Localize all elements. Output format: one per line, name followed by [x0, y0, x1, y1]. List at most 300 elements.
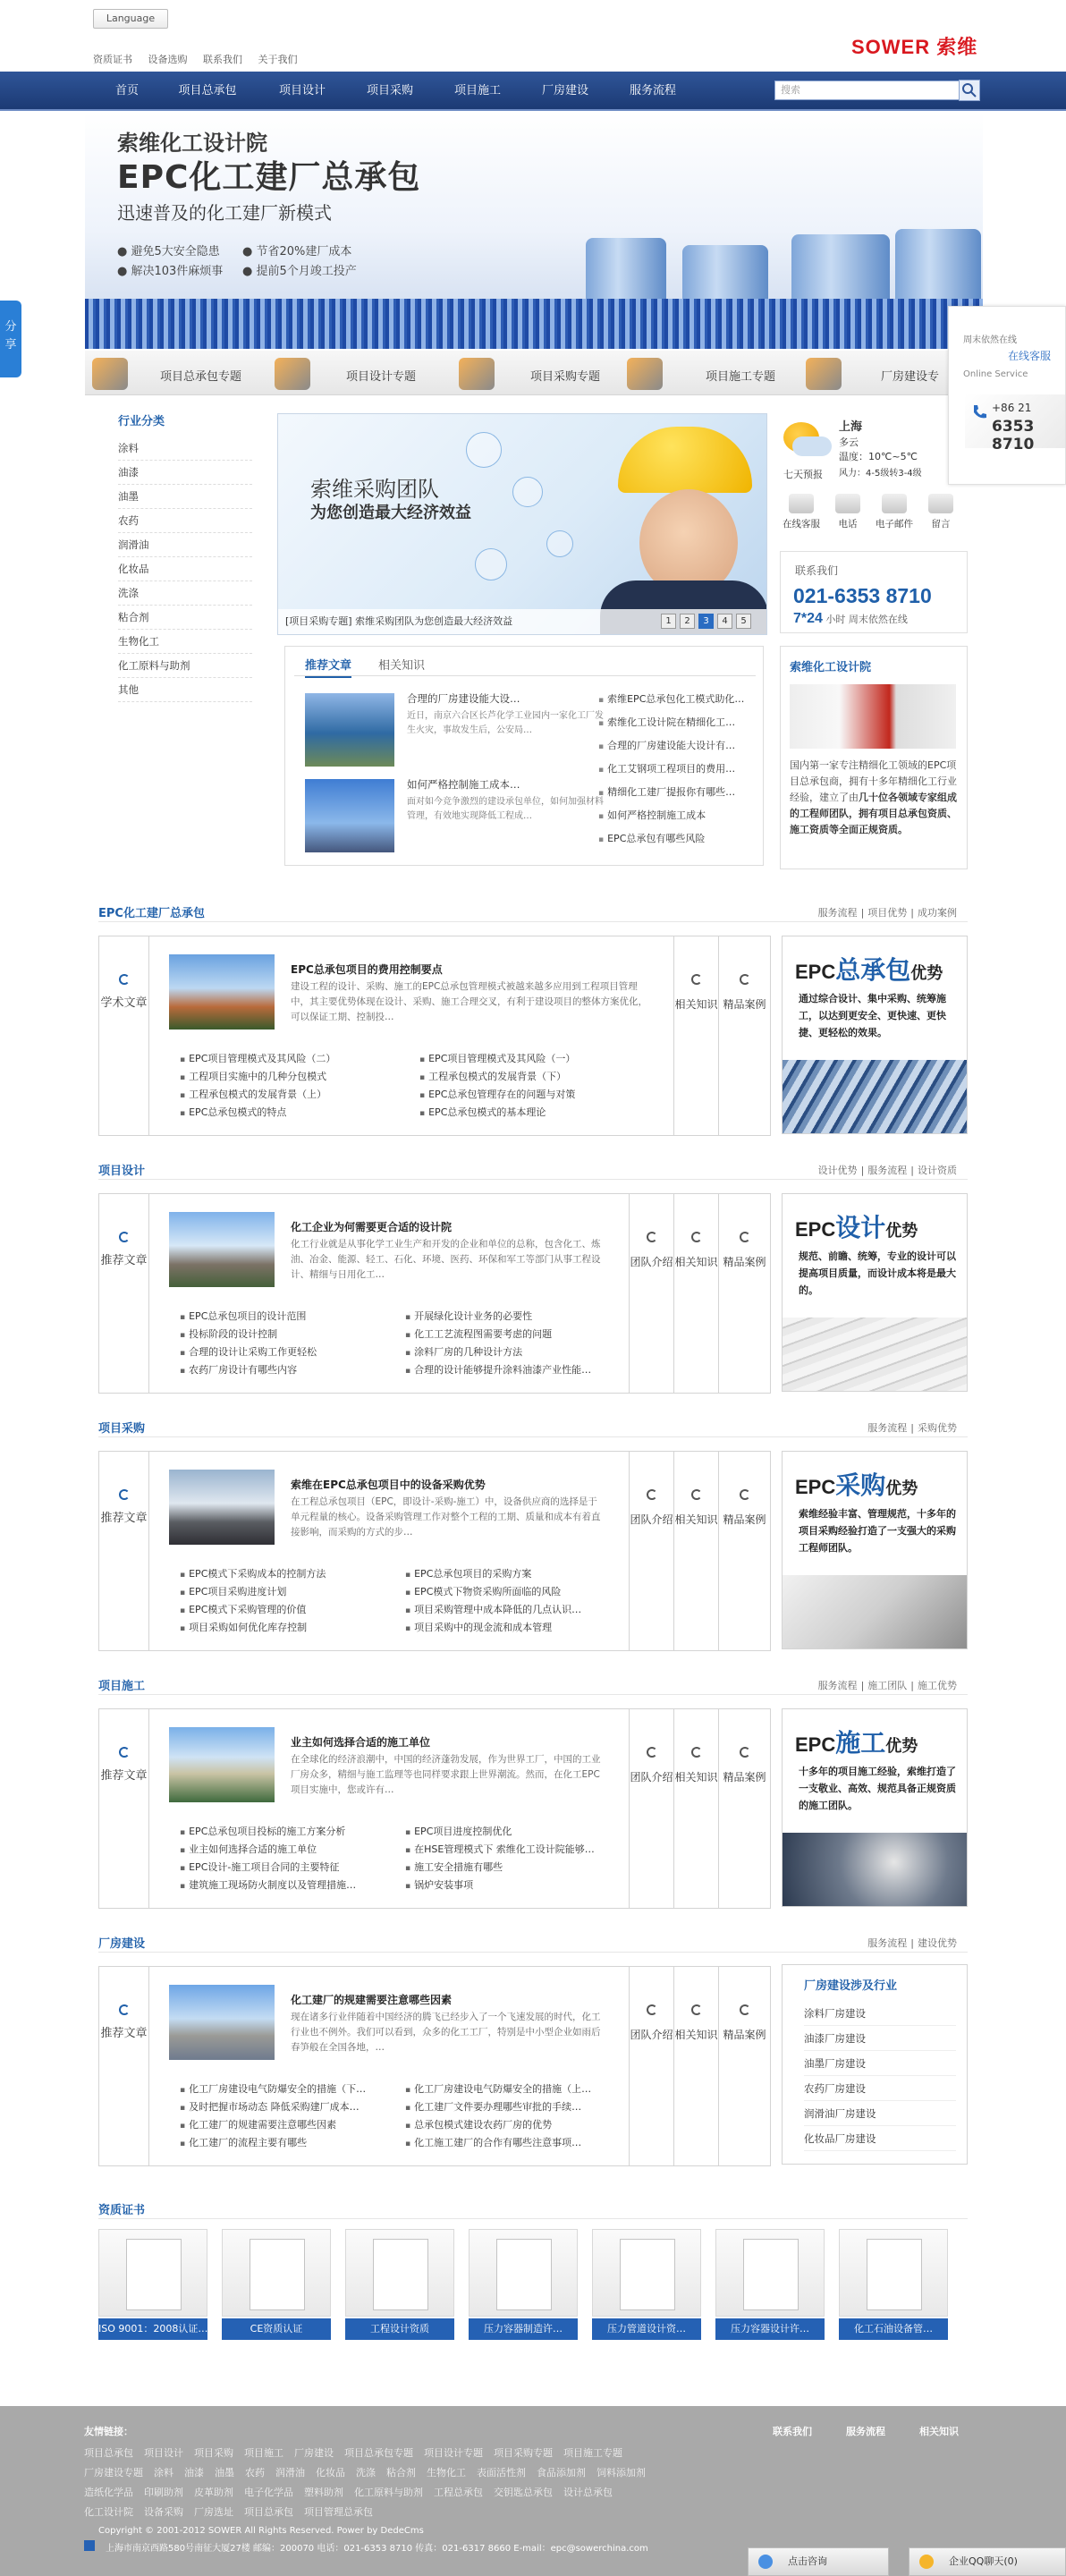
- advantage-title: EPC施工优势: [795, 1729, 918, 1757]
- footer-link[interactable]: 造纸化学品: [84, 2487, 133, 2498]
- section-left-tab[interactable]: 推荐文章: [99, 1194, 149, 1393]
- section-box: [98, 1451, 771, 1651]
- banner-line2: EPC化工建厂总承包: [117, 159, 421, 196]
- cs-sub: Online Service: [963, 369, 1028, 379]
- footer-link[interactable]: 项目施工专题: [563, 2447, 622, 2459]
- footer-link[interactable]: 项目管理总承包: [304, 2506, 373, 2518]
- section-link[interactable]: 施工团队: [867, 1680, 908, 1691]
- cs-phone-prefix: +86 21: [992, 402, 1032, 414]
- section-link-item[interactable]: ▪ 合理的设计能够提升涂料油漆产业性能…: [405, 1362, 611, 1377]
- contact-tools: [780, 492, 968, 535]
- section-link-item[interactable]: ▪ 项目采购如何优化库存控制: [180, 1620, 385, 1634]
- section-box: [98, 1708, 771, 1909]
- section-link-item[interactable]: ▪ 项目采购中的现金流和成本管理: [405, 1620, 611, 1634]
- nav-home[interactable]: 首页: [114, 84, 139, 97]
- refresh-icon: [740, 2004, 750, 2015]
- topic-construction[interactable]: 项目施工专题: [706, 370, 776, 384]
- industry-item[interactable]: 润滑油: [118, 533, 252, 557]
- section-link[interactable]: 采购优势: [918, 1422, 957, 1434]
- slider-page-5[interactable]: 5: [736, 614, 751, 629]
- section-link-item[interactable]: ▪ 化工厂房建设电气防爆安全的措施（上…: [405, 2081, 611, 2096]
- section-link-item[interactable]: ▪ EPC项目采购进度计划: [180, 1584, 385, 1598]
- cs-online-text: 周末依然在线: [963, 335, 1017, 345]
- refresh-icon: [119, 2004, 130, 2015]
- consult-dock[interactable]: 点击咨询: [748, 2547, 889, 2576]
- qq-dock[interactable]: 企业QQ聊天(0): [909, 2547, 1066, 2576]
- section-link-item[interactable]: ▪ 在HSE管理模式下 索维化工设计院能够…: [405, 1842, 611, 1856]
- section-right-tab[interactable]: 相关知识: [673, 936, 718, 1135]
- footer-link[interactable]: 项目总承包: [244, 2506, 293, 2518]
- certs-title[interactable]: 资质证书: [98, 2204, 146, 2217]
- plant-industry-title: 厂房建设涉及行业: [804, 1979, 898, 1993]
- section-link-item[interactable]: ▪ 项目采购管理中成本降低的几点认识…: [405, 1602, 611, 1616]
- plant-industry-item[interactable]: 涂料厂房建设: [804, 2001, 956, 2026]
- footer-knowledge-link[interactable]: 相关知识: [919, 2426, 959, 2437]
- industry-item[interactable]: 化工原料与助剂: [118, 654, 252, 678]
- advantage-desc: 通过综合设计、集中采购、统筹施工，以达到更安全、更快速、更快捷、更轻松的效果。: [799, 993, 946, 1038]
- plant-industry-item[interactable]: 油墨厂房建设: [804, 2051, 956, 2076]
- footer-link[interactable]: 表面活性剂: [477, 2467, 526, 2479]
- banner-feature-4: ● 提前5个月竣工投产: [242, 265, 357, 278]
- advantage-box[interactable]: [782, 1708, 968, 1907]
- weather-temp: 温度：10℃~5℃: [839, 451, 918, 462]
- certificate-caption: 化工石油设备管…: [839, 2318, 948, 2340]
- industry-item[interactable]: 其他: [118, 678, 252, 702]
- certificate-card[interactable]: [98, 2229, 207, 2340]
- plant-industry-item[interactable]: 润滑油厂房建设: [804, 2101, 956, 2126]
- advantage-box[interactable]: [782, 1451, 968, 1649]
- section-headline[interactable]: 化工企业为何需要更合适的设计院: [291, 1221, 453, 1233]
- section-link-item[interactable]: ▪ EPC总承包模式的特点: [180, 1105, 403, 1119]
- section-link[interactable]: 服务流程: [867, 1165, 908, 1176]
- certificate-card[interactable]: [715, 2229, 825, 2340]
- section-link[interactable]: 服务流程: [817, 1680, 858, 1691]
- section-link-item[interactable]: ▪ 投标阶段的设计控制: [180, 1326, 385, 1341]
- section-left-tab[interactable]: 推荐文章: [99, 1709, 149, 1908]
- tool-phone[interactable]: 电话: [826, 492, 869, 535]
- section-link-item[interactable]: ▪ 化工建厂文件要办理哪些审批的手续…: [405, 2099, 611, 2114]
- footer-link[interactable]: 厂房选址: [194, 2506, 233, 2518]
- footer-process-link[interactable]: 服务流程: [846, 2426, 885, 2437]
- tool-online[interactable]: 在线客服: [780, 492, 823, 535]
- industry-item[interactable]: 农药: [118, 509, 252, 533]
- footer-link[interactable]: 生物化工: [427, 2467, 466, 2479]
- section-left-tab[interactable]: 学术文章: [99, 936, 149, 1135]
- footer-link[interactable]: 项目总承包专题: [344, 2447, 413, 2459]
- section-headline[interactable]: 化工建厂的规建需要注意哪些因素: [291, 1994, 453, 2006]
- top-link-about[interactable]: 关于我们: [258, 54, 298, 65]
- design-icon: [275, 358, 310, 390]
- section-divider: [98, 1952, 968, 1953]
- section-title-procurement[interactable]: 项目采购: [98, 1422, 146, 1436]
- section-link-item[interactable]: ▪ 总承包模式建设农药厂房的优势: [405, 2117, 611, 2131]
- banner-line3: 迅速普及的化工建厂新模式: [117, 202, 332, 224]
- certificate-image: [345, 2229, 454, 2317]
- advantage-title: EPC采购优势: [795, 1471, 918, 1499]
- section-links: 服务流程 | 项目优势 | 成功案例: [817, 907, 957, 919]
- section-headline[interactable]: 业主如何选择合适的施工单位: [291, 1736, 431, 1749]
- footer-link[interactable]: 项目设计专题: [424, 2447, 483, 2459]
- tab-recommend[interactable]: 推荐文章: [305, 656, 351, 678]
- section-link[interactable]: 设计资质: [918, 1165, 957, 1176]
- weather-forecast-link[interactable]: 七天预报: [783, 469, 823, 480]
- section-divider: [98, 1179, 968, 1180]
- section-divider: [98, 2218, 968, 2219]
- section-left-tab[interactable]: 推荐文章: [99, 1452, 149, 1650]
- article-title[interactable]: 如何严格控制施工成本…: [407, 778, 520, 791]
- advantage-image: [783, 1318, 968, 1391]
- cloud-icon: [792, 436, 832, 456]
- slider-page-3[interactable]: 3: [698, 614, 714, 629]
- certificate-image: [592, 2229, 701, 2317]
- nav-procurement[interactable]: 项目采购: [366, 84, 413, 97]
- certificate-card[interactable]: [222, 2229, 331, 2340]
- footer-link[interactable]: 农药: [245, 2467, 265, 2479]
- footer-link[interactable]: 润滑油: [275, 2467, 305, 2479]
- tech-icon: [546, 530, 573, 557]
- section-link-item[interactable]: ▪ 施工安全措施有哪些: [405, 1860, 611, 1874]
- nav-epc[interactable]: 项目总承包: [178, 84, 237, 97]
- top-link-equipment[interactable]: 设备选购: [148, 54, 188, 65]
- section-link-item[interactable]: ▪ 工程项目实施中的几种分包模式: [180, 1069, 403, 1083]
- section-right-tab[interactable]: 相关知识: [673, 1967, 718, 2165]
- section-link-item[interactable]: ▪ 化工工艺流程图需要考虑的问题: [405, 1326, 611, 1341]
- hero-banner[interactable]: [85, 113, 983, 349]
- recommend-link[interactable]: ▪ 如何严格控制施工成本: [598, 808, 757, 822]
- banner-feature-2: ● 节省20%建厂成本: [242, 245, 352, 258]
- helmet-icon: [806, 358, 842, 390]
- nav-plant[interactable]: 厂房建设: [541, 84, 588, 97]
- industry-item[interactable]: 涂料: [118, 436, 252, 461]
- tab-knowledge[interactable]: 相关知识: [378, 659, 426, 673]
- refresh-icon: [119, 974, 130, 985]
- main-nav: [0, 72, 1066, 111]
- topic-plant[interactable]: 厂房建设专: [881, 370, 940, 384]
- section-right-tab[interactable]: 相关知识: [673, 1194, 718, 1393]
- section-right-tab[interactable]: 相关知识: [673, 1709, 718, 1908]
- section-link-item[interactable]: ▪ 工程承包模式的发展背景（上）: [180, 1087, 403, 1101]
- industry-item[interactable]: 化妆品: [118, 557, 252, 581]
- footer-link[interactable]: 项目采购: [194, 2447, 233, 2459]
- industry-item[interactable]: 洗涤: [118, 581, 252, 606]
- weather-desc: 多云: [839, 436, 859, 448]
- certificate-card[interactable]: [345, 2229, 454, 2340]
- section-right-tab[interactable]: 团队介绍: [629, 1452, 673, 1650]
- tool-message[interactable]: 留言: [919, 492, 962, 535]
- footer-link[interactable]: 油墨: [215, 2467, 234, 2479]
- section-links: 设计优势 | 服务流程 | 设计资质: [817, 1165, 957, 1176]
- topic-procurement[interactable]: 项目采购专题: [530, 370, 601, 384]
- recommend-link[interactable]: ▪ EPC总承包有哪些风险: [598, 831, 757, 845]
- footer-link[interactable]: 化工设计院: [84, 2506, 133, 2518]
- recommend-link[interactable]: ▪ 合理的厂房建设能大设计有…: [598, 738, 757, 752]
- section-link-item[interactable]: ▪ EPC项目管理模式及其风险（一）: [419, 1051, 654, 1065]
- section-link-item[interactable]: ▪ 开展绿化设计业务的必要性: [405, 1309, 611, 1323]
- chat-icon: [789, 494, 814, 513]
- section-right-tab[interactable]: 精品案例: [718, 1709, 770, 1908]
- section-link-item[interactable]: ▪ 化工施工建厂的合作有哪些注意事项…: [405, 2135, 611, 2149]
- section-link[interactable]: 施工优势: [918, 1680, 957, 1691]
- refresh-icon: [740, 1489, 750, 1500]
- footer-link[interactable]: 电子化学品: [244, 2487, 293, 2498]
- section-right-tab[interactable]: 团队介绍: [629, 1709, 673, 1908]
- banner-line1: 索维化工设计院: [117, 131, 267, 156]
- section-link-item[interactable]: ▪ 及时把握市场动态 降低采购建厂成本…: [180, 2099, 385, 2114]
- phone-icon: [835, 494, 860, 513]
- advantage-box[interactable]: [782, 936, 968, 1134]
- section-thumbnail[interactable]: [169, 1470, 275, 1545]
- sower-logo[interactable]: SOWER 索维: [851, 36, 978, 58]
- ad-subtitle: 为您创造最大经济效益: [310, 504, 471, 522]
- section-thumbnail[interactable]: [169, 1212, 275, 1287]
- contact-hours: 7*24 小时 周末依然在线: [793, 611, 908, 626]
- office-image: [790, 684, 956, 749]
- refresh-icon: [691, 974, 702, 985]
- section-title-epc[interactable]: EPC化工建厂总承包: [98, 907, 205, 920]
- section-right-tab[interactable]: 精品案例: [718, 1967, 770, 2165]
- cs-phone-card[interactable]: [965, 394, 1065, 453]
- certificate-image: [839, 2229, 948, 2317]
- recommend-link[interactable]: ▪ 精细化工建厂提报你有哪些…: [598, 784, 757, 799]
- section-desc: 在全球化的经济浪潮中，中国的经济蓬勃发展，作为世界工厂，中国的工业厂房众多，精细与施工监理等也同样要求跟上世界潮流。然而，在化工EPC项目实施中，您或许有…: [291, 1754, 601, 1795]
- section-link-item[interactable]: ▪ EPC项目进度控制优化: [405, 1824, 611, 1838]
- industry-item[interactable]: 粘合剂: [118, 606, 252, 630]
- procurement-slider[interactable]: [277, 413, 767, 635]
- advantage-image: [783, 1060, 968, 1133]
- tech-icon: [466, 432, 502, 468]
- footer-link[interactable]: 设计总承包: [563, 2487, 613, 2498]
- footer-link[interactable]: 印刷助剂: [144, 2487, 183, 2498]
- refresh-icon: [119, 1489, 130, 1500]
- certificate-caption: ISO 9001：2008认证…: [98, 2318, 207, 2340]
- footer-link[interactable]: 工程总承包: [434, 2487, 483, 2498]
- section-link-item[interactable]: ▪ 工程承包模式的发展背景（下）: [419, 1069, 654, 1083]
- section-links: 服务流程 | 建设优势: [867, 1937, 957, 1949]
- section-divider: [98, 1436, 968, 1437]
- certificate-card[interactable]: [839, 2229, 948, 2340]
- advantage-box[interactable]: [782, 1193, 968, 1392]
- nav-construction[interactable]: 项目施工: [453, 84, 501, 97]
- footer-link[interactable]: 项目采购专题: [494, 2447, 553, 2459]
- footer: [0, 2406, 1066, 2576]
- section-link-item[interactable]: ▪ 建筑施工现场防火制度以及管理措施…: [180, 1877, 385, 1892]
- footer-link[interactable]: 交钥匙总承包: [494, 2487, 553, 2498]
- certificate-card[interactable]: [469, 2229, 578, 2340]
- section-right-tab[interactable]: 团队介绍: [629, 1967, 673, 2165]
- advantage-desc: 十多年的项目施工经验，索维打造了一支敬业、高效、规范具备正规资质的施工团队。: [799, 1766, 956, 1811]
- section-link-item[interactable]: ▪ EPC总承包项目的设计范围: [180, 1309, 385, 1323]
- footer-link[interactable]: 设备采购: [144, 2506, 183, 2518]
- nav-design[interactable]: 项目设计: [278, 84, 326, 97]
- refresh-icon: [740, 1747, 750, 1758]
- section-right-tab[interactable]: 精品案例: [718, 1194, 770, 1393]
- section-desc: 现在诸多行业伴随着中国经济的腾飞已经步入了一个飞速发展的时代，化工行业也不例外。我们可以看到，众多的化工工厂，特别是中小型企业如雨后春笋般在全国各地，…: [291, 2012, 601, 2053]
- section-left-tab[interactable]: 推荐文章: [99, 1967, 149, 2165]
- section-right-tab[interactable]: 精品案例: [718, 936, 770, 1135]
- tech-icon: [475, 548, 507, 580]
- section-link[interactable]: 服务流程: [867, 1937, 908, 1949]
- section-link[interactable]: 项目优势: [867, 907, 908, 919]
- section-thumbnail[interactable]: [169, 1985, 275, 2060]
- article-desc: 近日，南京六合区长芦化学工业园内一家化工厂发生火灾，事故发生后，公安局…: [407, 711, 604, 735]
- footer-link[interactable]: 塑料助剂: [304, 2487, 343, 2498]
- weather-widget: [780, 413, 968, 487]
- section-link-item[interactable]: ▪ EPC总承包管理存在的问题与对策: [419, 1087, 654, 1101]
- footer-link[interactable]: 项目设计: [144, 2447, 183, 2459]
- section-link-item[interactable]: ▪ 化工建厂的规建需要注意哪些因素: [180, 2117, 385, 2131]
- section-link-item[interactable]: ▪ EPC模式下物资采购所面临的风险: [405, 1584, 611, 1598]
- recommend-link[interactable]: ▪ 索维化工设计院在精细化工…: [598, 715, 757, 729]
- section-link-item[interactable]: ▪ EPC模式下采购管理的价值: [180, 1602, 385, 1616]
- recommend-panel: [284, 646, 764, 866]
- plant-industry-item[interactable]: 农药厂房建设: [804, 2076, 956, 2101]
- section-link-item[interactable]: ▪ EPC总承包模式的基本理论: [419, 1105, 654, 1119]
- intro-text: 国内第一家专注精细化工领域的EPC项目总承包商，拥有十多年精细化工行业经验，建立了由几十位各领域专家组成的工程师团队，拥有项目总承包资质、施工资质等全面正规资质。: [790, 759, 957, 835]
- footer-link-row[interactable]: [84, 2504, 384, 2519]
- section-divider: [98, 1694, 968, 1695]
- section-link-item[interactable]: ▪ 锅炉安装事项: [405, 1877, 611, 1892]
- section-link-item[interactable]: ▪ EPC总承包项目投标的施工方案分析: [180, 1824, 385, 1838]
- section-link[interactable]: 建设优势: [918, 1937, 957, 1949]
- industry-item[interactable]: 生物化工: [118, 630, 252, 654]
- section-link-item[interactable]: ▪ 涂料厂房的几种设计方法: [405, 1344, 611, 1359]
- online-service-button[interactable]: 在线客服: [1008, 350, 1052, 362]
- top-link-contact[interactable]: 联系我们: [203, 54, 242, 65]
- nav-process[interactable]: 服务流程: [629, 84, 676, 97]
- section-links: 服务流程 | 施工团队 | 施工优势: [817, 1680, 957, 1691]
- footer-link[interactable]: 饲料添加剂: [596, 2467, 646, 2479]
- section-thumbnail[interactable]: [169, 954, 275, 1030]
- advantage-desc: 规范、前瞻、统筹，专业的设计可以提高项目质量，而设计成本将是最大的。: [799, 1250, 956, 1296]
- section-link[interactable]: 设计优势: [817, 1165, 858, 1176]
- helmet-image: [618, 427, 752, 493]
- refresh-icon: [740, 974, 750, 985]
- search-input[interactable]: 搜索: [774, 80, 960, 100]
- footer-link[interactable]: 洗涤: [356, 2467, 376, 2479]
- section-link[interactable]: 成功案例: [918, 907, 957, 919]
- pipes-image: [85, 299, 983, 349]
- section-link-item[interactable]: ▪ 合理的设计让采购工作更轻松: [180, 1344, 385, 1359]
- footer-link[interactable]: 食品添加剂: [537, 2467, 586, 2479]
- banner-feature-1: ● 避免5大安全隐患: [117, 245, 220, 258]
- footer-link[interactable]: 厂房建设: [294, 2447, 334, 2459]
- section-title-plant[interactable]: 厂房建设: [98, 1937, 146, 1951]
- section-title-design[interactable]: 项目设计: [98, 1165, 146, 1178]
- section-box: [98, 936, 771, 1136]
- advantage-desc: 索维经验丰富、管理规范，十多年的项目采购经验打造了一支强大的采购工程师团队。: [799, 1508, 956, 1554]
- section-link-item[interactable]: ▪ EPC总承包项目的采购方案: [405, 1566, 611, 1580]
- section-right-tab[interactable]: 团队介绍: [629, 1194, 673, 1393]
- article-thumbnail[interactable]: [305, 779, 394, 852]
- section-link-item[interactable]: ▪ 业主如何选择合适的施工单位: [180, 1842, 385, 1856]
- plant-industry-item[interactable]: 化妆品厂房建设: [804, 2126, 956, 2151]
- topic-design[interactable]: 项目设计专题: [346, 370, 417, 384]
- article-thumbnail[interactable]: [305, 693, 394, 767]
- footer-link[interactable]: 厂房建设专题: [84, 2467, 143, 2479]
- certificate-card[interactable]: [592, 2229, 701, 2340]
- section-link-item[interactable]: ▪ 农药厂房设计有哪些内容: [180, 1362, 385, 1377]
- slider-page-2[interactable]: 2: [680, 614, 695, 629]
- topic-epc[interactable]: 项目总承包专题: [160, 370, 242, 384]
- weather-wind: 风力：4-5级转3-4级: [839, 469, 922, 479]
- footer-link[interactable]: 项目总承包: [84, 2447, 133, 2459]
- company-intro: [780, 646, 968, 869]
- tank-image: [586, 238, 666, 304]
- chat-icon: [758, 2555, 773, 2569]
- section-link-item[interactable]: ▪ EPC项目管理模式及其风险（二）: [180, 1051, 403, 1065]
- tank-image: [682, 245, 768, 304]
- footer-link-row[interactable]: [84, 2445, 633, 2460]
- footer-link[interactable]: 化工原料与助剂: [354, 2487, 423, 2498]
- section-right-tab[interactable]: 相关知识: [673, 1452, 718, 1650]
- certificate-image: [715, 2229, 825, 2317]
- tools-icon: [92, 358, 128, 390]
- language-button[interactable]: Language: [93, 9, 168, 29]
- certificate-gallery: [98, 2229, 968, 2343]
- section-link[interactable]: 服务流程: [867, 1422, 908, 1434]
- tool-email[interactable]: 电子邮件: [873, 492, 916, 535]
- refresh-icon: [647, 1232, 657, 1242]
- refresh-icon: [740, 1232, 750, 1242]
- friend-links-title: 友情链接：: [84, 2426, 133, 2437]
- footer-link[interactable]: 涂料: [154, 2467, 173, 2479]
- industry-item[interactable]: 油墨: [118, 485, 252, 509]
- intro-title[interactable]: 索维化工设计院: [790, 661, 872, 674]
- slider-page-4[interactable]: 4: [717, 614, 732, 629]
- address: 上海市南京西路580号南征大厦27楼 邮编：200070 电话：021-6353 8710 传真：021-6317 8660 E-mail：epc@sowerchina.com: [106, 2544, 648, 2554]
- share-button[interactable]: 分享: [0, 301, 21, 377]
- section-link-item[interactable]: ▪ EPC模式下采购成本的控制方法: [180, 1566, 385, 1580]
- section-headline[interactable]: 索维在EPC总承包项目中的设备采购优势: [291, 1479, 486, 1491]
- top-link-certs[interactable]: 资质证书: [93, 54, 132, 65]
- section-link-item[interactable]: ▪ 化工建厂的流程主要有哪些: [180, 2135, 385, 2149]
- recommend-link[interactable]: ▪ 索维EPC总承包化工模式助化…: [598, 691, 757, 706]
- footer-link[interactable]: 皮革助剂: [194, 2487, 233, 2498]
- section-title-construction[interactable]: 项目施工: [98, 1680, 146, 1693]
- section-headline[interactable]: EPC总承包项目的费用控制要点: [291, 963, 443, 976]
- footer-link[interactable]: 粘合剂: [386, 2467, 416, 2479]
- section-desc: 化工行业就是从事化学工业生产和开发的企业和单位的总称，包含化工、炼油、冶金、能源、轻工、石化、环境、医药、环保和军工等部门从事工程设计、精细与日用化工…: [291, 1239, 601, 1280]
- club-icon: [928, 494, 953, 513]
- tech-icon: [512, 477, 543, 507]
- footer-link[interactable]: 项目施工: [244, 2447, 283, 2459]
- phone-icon: [970, 403, 988, 421]
- section-right-tab[interactable]: 精品案例: [718, 1452, 770, 1650]
- refresh-icon: [647, 1489, 657, 1500]
- section-link-item[interactable]: ▪ 化工厂房建设电气防爆安全的措施（下…: [180, 2081, 385, 2096]
- section-link[interactable]: 服务流程: [817, 907, 858, 919]
- refresh-icon: [691, 1232, 702, 1242]
- industry-item[interactable]: 油漆: [118, 461, 252, 485]
- calculator-icon: [459, 358, 495, 390]
- recommend-link[interactable]: ▪ 化工艾钢项工程项目的费用…: [598, 761, 757, 775]
- footer-link[interactable]: 化妆品: [316, 2467, 345, 2479]
- section-thumbnail[interactable]: [169, 1727, 275, 1802]
- article-title[interactable]: 合理的厂房建设能大设…: [407, 692, 520, 705]
- plant-industry-item[interactable]: 油漆厂房建设: [804, 2026, 956, 2051]
- footer-contact-link[interactable]: 联系我们: [773, 2426, 812, 2437]
- refresh-icon: [647, 1747, 657, 1758]
- refresh-icon: [691, 1489, 702, 1500]
- footer-link-row[interactable]: [84, 2485, 623, 2499]
- industry-title: 行业分类: [118, 415, 165, 428]
- ad-caption[interactable]: [项目采购专题] 索维采购团队为您创造最大经济效益: [278, 609, 767, 634]
- footer-link-row[interactable]: [84, 2465, 656, 2479]
- slider-page-1[interactable]: 1: [661, 614, 676, 629]
- search-icon[interactable]: [959, 80, 980, 101]
- footer-link[interactable]: 油漆: [184, 2467, 204, 2479]
- section-link-item[interactable]: ▪ EPC设计-施工项目合同的主要特征: [180, 1860, 385, 1874]
